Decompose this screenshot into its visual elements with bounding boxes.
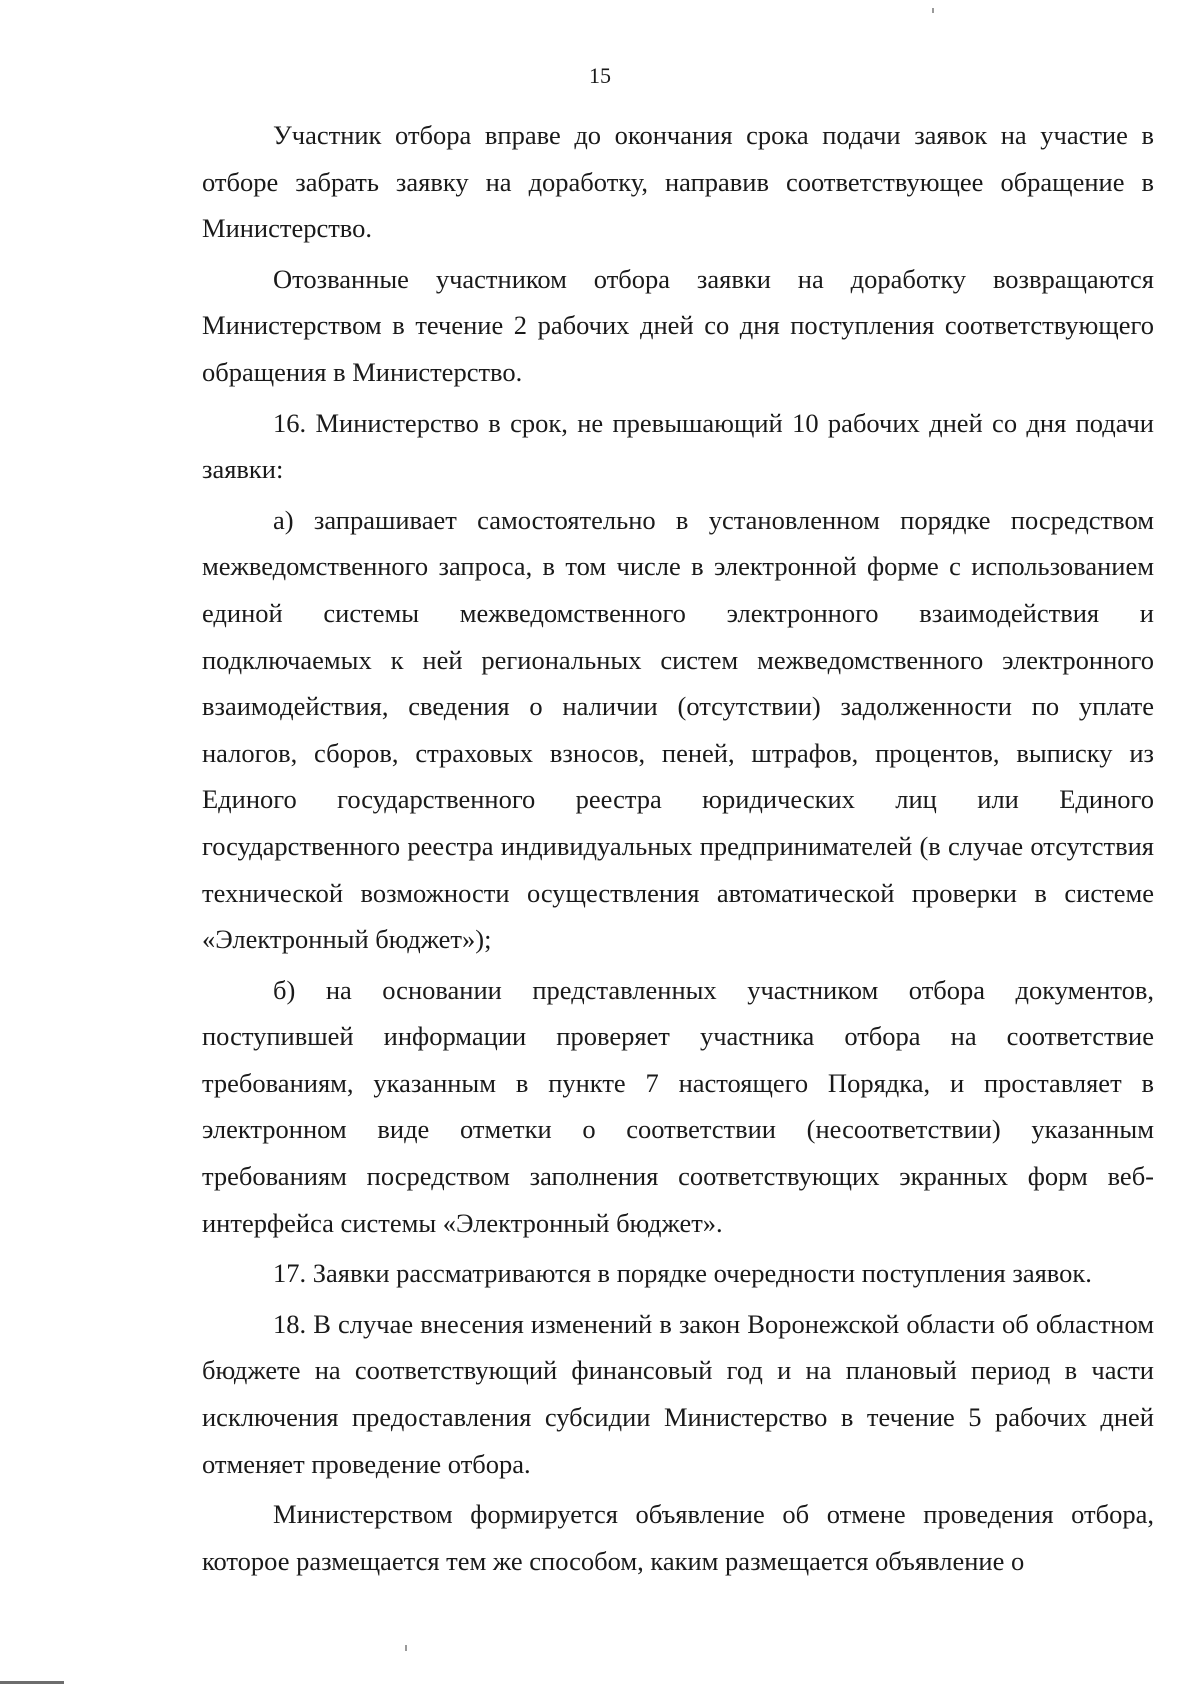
paragraph-withdrawal-right: Участник отбора вправе до окончания срока подачи заявок на участие в отборе забрать заявку на доработку, направив соответствующее обращение в Министерство. <box>202 120 1154 244</box>
scan-edge-line <box>0 1681 64 1684</box>
scan-artifact-mark-bottom <box>405 1645 407 1651</box>
paragraph-item-18: 18. В случае внесения изменений в закон Воронежской области об областном бюджете на соответствующий финансовый год и на плановый период в части исключения предоставления субсидии Министерство в течение 5 рабочих дней отменяет проведение отбора. <box>202 1308 1154 1479</box>
scan-artifact-mark <box>932 8 934 13</box>
paragraph-withdrawn-return: Отозванные участником отбора заявки на доработку возвращаются Министерством в течение 2 рабочих дней со дня поступления соответствующего обращения в Министерство. <box>202 263 1154 387</box>
paragraph-item-16b: б) на основании представленных участником отбора документов, поступившей информации проверяет участника отбора на соответствие требованиям, указанным в пункте 7 настоящего Порядка, и проставляет в электронном виде отметки о соответствии (несоответствии) указанным требованиям посредством заполнения соответствующих экранных форм веб-интерфейса системы «Электронный бюджет». <box>202 974 1154 1238</box>
paragraph-item-17: 17. Заявки рассматриваются в порядке очередности поступления заявок. <box>273 1258 1092 1289</box>
paragraph-cancellation-notice: Министерством формируется объявление об отмене проведения отбора, которое размещается тем же способом, каким размещается объявление о <box>202 1499 1154 1576</box>
document-body <box>202 112 1154 1584</box>
paragraph-item-16a: а) запрашивает самостоятельно в установленном порядке посредством межведомственного запроса, в том числе в электронной форме с использованием единой системы межведомственного электронного взаимодействия и подключаемых к ней региональных систем межведомственного электронного взаимодействия, сведения о наличии (отсутствии) задолженности по уплате налогов, сборов, страховых взносов, пеней, штрафов, процентов, выписку из Единого государственного реестра юридических лиц или Единого государственного реестра индивидуальных предпринимателей (в случае отсутствия технической возможности осуществления автоматической проверки в системе «Электронный бюджет»); <box>202 504 1154 955</box>
paragraph-item-16: 16. Министерство в срок, не превышающий 10 рабочих дней со дня подачи заявки: <box>202 407 1154 485</box>
page-number: 15 <box>589 63 611 88</box>
